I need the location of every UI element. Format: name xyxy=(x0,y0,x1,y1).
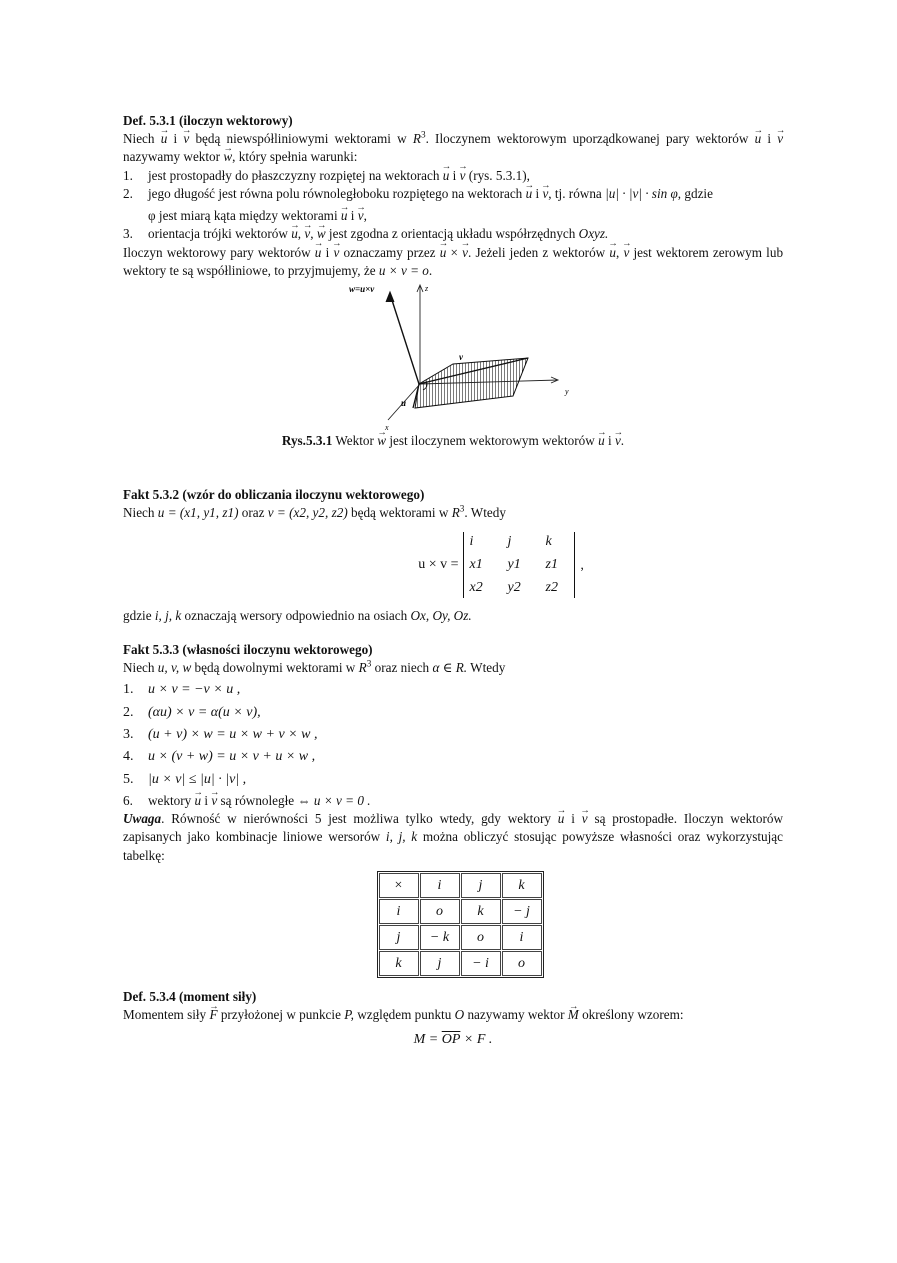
moment-formula: $M = \overline{OP} \times F$ . xyxy=(413,1032,493,1048)
fakt-533-intro: Niech u, v, w będą dowolnymi wektorami w $R^3$ oraz niech α ∈ R. Wtedy xyxy=(123,658,506,676)
fakt-532-after: gdzie i, j, k oznaczają wersory odpowiednio na osiach Ox, Oy, Oz. xyxy=(123,607,472,623)
def-531-item-1: 1. jest prostopadły do płaszczyzny rozpiętej na wektorach → u i → v (rys. 5.3.1), xyxy=(123,167,783,185)
table-cell: o xyxy=(502,951,542,976)
property-6: 6. wektory → u i → v są równoległe ⇔ u × v = 0 . xyxy=(123,792,783,810)
table-cell: o xyxy=(420,899,460,924)
table-cell: i xyxy=(502,925,542,950)
property-2: 2. (αu) × v = α(u × v), xyxy=(123,704,261,720)
table-cell: × xyxy=(379,873,419,898)
table-cell: j xyxy=(379,925,419,950)
v-label: v xyxy=(459,351,463,362)
zero-formula: u × v = o xyxy=(378,262,429,278)
def-531-item-2: 2. jego długość jest równa polu równoległoboku rozpiętego na wektorach → u i → v, tj. równa |u| · |v| · sin φ, gdzie φ jest miarą kąta między wektorami → u i → v, xyxy=(123,185,783,225)
def-531-title: Def. 5.3.1 (iloczyn wektorowy) xyxy=(123,113,293,128)
w-label: w=u×v xyxy=(349,283,375,294)
determinant-matrix: i j k x1 y1 z1 x2 y2 z2 xyxy=(463,532,575,598)
z-label: z xyxy=(425,283,429,293)
fakt-532-title: Fakt 5.3.2 (wzór do obliczania iloczynu wektorowego) xyxy=(123,487,425,503)
figure-cross-product xyxy=(123,280,783,432)
def-531-intro: Niech → u i → v będą niewspółliniowymi wektorami w $R^3$. Iloczynem wektorowym uporządkowanej pary wektorów → u i → v nazywamy wektor → w, który spełnia warunki: xyxy=(123,130,783,166)
table-row xyxy=(379,899,542,924)
figure-caption: Rys.5.3.1 Wektor → w jest iloczynem wektorowym wektorów → u i → v. xyxy=(123,432,783,450)
table-row xyxy=(379,873,542,898)
u-label: u xyxy=(401,397,407,408)
property-3: 3. (u + v) × w = u × w + v × w , xyxy=(123,726,318,742)
property-1: 1. u × v = −v × u , xyxy=(123,682,241,698)
properties-list xyxy=(123,680,783,789)
def-531-item-3: 3. orientacja trójki wektorów → u, → v, → w jest zgodna z orientacją układu współrzędnych Oxyz. xyxy=(123,225,783,243)
def-534-text: Momentem siły → F przyłożonej w punkcie P, względem punktu O nazywamy wektor → M określony wzorem: xyxy=(123,1006,783,1024)
table-cell: j xyxy=(461,873,501,898)
table-cell: o xyxy=(461,925,501,950)
table-cell: i xyxy=(420,873,460,898)
table-cell: − i xyxy=(461,951,501,976)
parallelogram-area xyxy=(415,358,528,408)
uwaga-note: Uwaga. Równość w nierówności 5 jest możliwa tylko wtedy, gdy wektory → u i → v są prostopadłe. Iloczyn wektorów zapisanych jako kombinacje liniowe wersorów i, j, k można obliczyć stosując powyższe własności oraz wykorzystując tabelkę: xyxy=(123,810,783,865)
def-534-title: Def. 5.3.4 (moment siły) xyxy=(123,988,257,1004)
page-content xyxy=(123,112,783,1049)
w-vector xyxy=(390,294,419,384)
multiplication-table xyxy=(377,871,544,978)
determinant-formula: u × v = i j k x1 y1 z1 x2 y2 z2 , xyxy=(219,523,783,607)
fakt-533-title: Fakt 5.3.3 (własności iloczynu wektorowego) xyxy=(123,641,373,657)
table-cell: i xyxy=(379,899,419,924)
property-5: 5. |u × v| ≤ |u| · |v| , xyxy=(123,771,247,787)
table-row xyxy=(379,951,542,976)
table-row xyxy=(379,925,542,950)
y-label: y xyxy=(565,386,569,396)
property-4: 4. u × (v + w) = u × v + u × w , xyxy=(123,749,316,765)
cross-product-diagram xyxy=(333,280,613,432)
x-label: x xyxy=(385,422,389,432)
length-formula: |u| · |v| · sin φ xyxy=(605,185,678,201)
table-cell: k xyxy=(502,873,542,898)
table-cell: k xyxy=(461,899,501,924)
table-cell: j xyxy=(420,951,460,976)
fakt-532-intro: Niech u = (x1, y1, z1) oraz v = (x2, y2, z2) będą wektorami w $R^3$. Wtedy xyxy=(123,504,506,521)
table-cell: − k xyxy=(420,925,460,950)
table-cell: k xyxy=(379,951,419,976)
table-cell: − j xyxy=(502,899,542,924)
w-arrow-icon xyxy=(386,292,394,302)
def-531-zero-case: Iloczyn wektorowy pary wektorów → u i → v oznaczamy przez → u × → v. Jeżeli jeden z wektorów → u, → v jest wektorem zerowym lub wektory te są współliniowe, to przyjmujemy, że u × v = o. xyxy=(123,244,783,280)
